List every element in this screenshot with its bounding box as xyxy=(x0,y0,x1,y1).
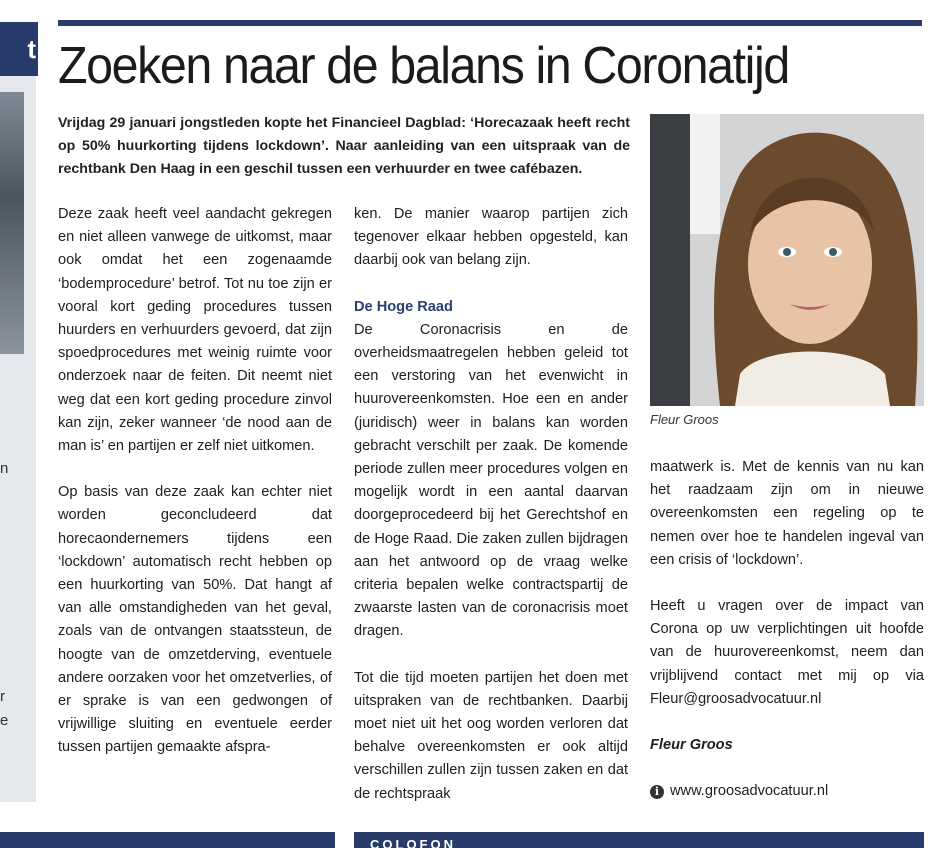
website-link[interactable]: www.groosadvocatuur.nl xyxy=(670,783,829,800)
author-photo xyxy=(650,114,924,406)
left-text-fragment: e xyxy=(0,712,9,729)
column-2 xyxy=(354,203,628,829)
left-text-fragment: n xyxy=(0,460,9,477)
info-icon: i xyxy=(650,785,664,799)
paragraph: ken. De manier waarop partijen zich tegenover elkaar hebben opgesteld, kan daarbij ook van belang zijn. xyxy=(354,206,628,269)
article-title: Zoeken naar de balans in Coronatijd xyxy=(58,37,789,95)
header-rule xyxy=(58,20,922,26)
article-intro: Vrijdag 29 januari jongstleden kopte het Financieel Dagblad: ‘Horecazaak heeft recht op 50% huurkorting tijdens lockdown’. Naar aanleiding van een uitspraak van de rechtbank Den Haag in een geschil tussen een verhuurder en twee cafébazen. xyxy=(58,115,630,177)
paragraph: Tot die tijd moeten partijen het doen met uitspraken van de rechtbanken. Daarbij moet niet uit het oog worden verloren dat behalve overeenkomsten er ook altijd verschillen zullen zijn tussen zaken en dat de rechtspraak xyxy=(354,669,628,802)
portrait-illustration xyxy=(650,114,924,406)
paragraph: maatwerk is. Met de kennis van nu kan het raadzaam zijn om in nieuwe overeenkomsten een regeling op te nemen over hoe te handelen ingeval van een crisis of ‘lockdown’. xyxy=(650,459,924,568)
left-section-tab: t xyxy=(0,22,38,76)
colofon-header: COLOFON xyxy=(354,832,924,848)
left-photo-fragment xyxy=(0,92,24,354)
paragraph: Heeft u vragen over de impact van Corona op uw verplichtingen uit hoofde van de huurovereenkomst, neem dan vrijblijvend contact met mij op via Fleur@groosadvocatuur.nl xyxy=(650,598,924,707)
bottom-bar-left xyxy=(0,832,335,848)
left-text-fragment: r xyxy=(0,688,5,705)
column-3 xyxy=(650,456,924,803)
photo-caption: Fleur Groos xyxy=(650,412,719,427)
column-1 xyxy=(58,203,332,783)
paragraph: Op basis van deze zaak kan echter niet worden geconcludeerd dat horecaondernemers tijdens een ‘lockdown’ automatisch recht hebben op een huurkorting van 50%. Dat hangt af van alle omstandigheden van het geval, zoals van de ontvangen staatssteun, de hoogte van de omzetderving, eventuele andere oorzaken voor het omzetverlies, of er sprake is van een gedwongen of vrijwillige sluiting en eventuele eerder tussen partijen gemaakte afspra- xyxy=(58,484,332,756)
paragraph: Deze zaak heeft veel aandacht gekregen en niet alleen vanwege de uitkomst, maar ook omdat het een zogenaamde ‘bodemprocedure’ betrof. Tot nu toe zijn er vooral kort geding procedures tussen huurders en verhuurders gevoerd, dat zijn spoedprocedures met weinig ruimte voor onderzoek naar de feiten. Dit neemt niet weg dat een kort geding procedure zinvol kan zijn, zeker wanneer ‘de nood aan de man is’ en partijen er zelf niet uitkomen. xyxy=(58,206,332,455)
author-signature: Fleur Groos xyxy=(650,737,733,754)
paragraph: De Coronacrisis en de overheidsmaatregelen hebben geleid tot een verstoring van het evenwicht in huurovereenkomsten. Hoe een en ander (juridisch) weer in balans kan worden gebracht verschilt per zaak. De komende periode zullen meer procedures volgen en mogelijk wordt in een aantal daarvan doorgeprocedeerd bij het Gerechtshof en de Hoge Raad. Die zaken zullen bijdragen aan het antwoord op de vraag welke criteria bepalen welke contractspartij de zwaarste lasten van de coronacrisis moet dragen. xyxy=(354,321,628,640)
subheading: De Hoge Raad xyxy=(354,298,453,315)
website-line xyxy=(650,780,924,803)
